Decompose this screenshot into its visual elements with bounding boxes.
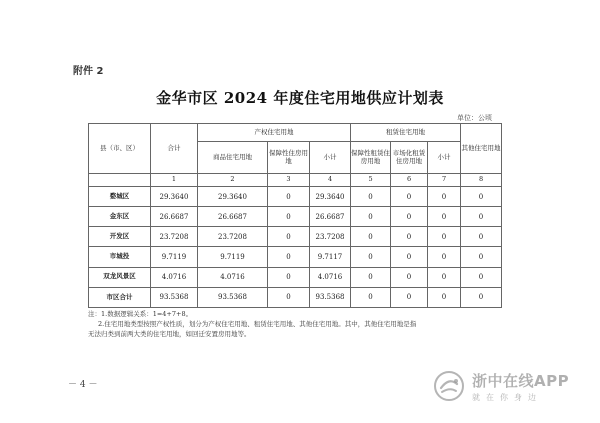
cell-commercial: 9.7119 xyxy=(198,247,268,267)
cell-affordable-property: 0 xyxy=(268,207,310,227)
cell-total: 4.0716 xyxy=(151,267,198,287)
cell-rental-subtotal: 0 xyxy=(428,247,461,267)
index-cell: 3 xyxy=(268,174,310,187)
header-affordable-property: 保障性住房用地 xyxy=(268,142,310,174)
cell-market-rental: 0 xyxy=(391,287,428,307)
zhezhong-logo-icon xyxy=(432,369,466,403)
watermark-subtitle: 就在你身边 xyxy=(472,392,542,402)
row-name: 市区合计 xyxy=(89,287,151,307)
cell-market-rental: 0 xyxy=(391,267,428,287)
index-cell: 8 xyxy=(461,174,502,187)
cell-affordable-property: 0 xyxy=(268,247,310,267)
attachment-label: 附件 2 xyxy=(73,66,104,77)
table-row xyxy=(89,187,502,207)
cell-property-subtotal: 9.7117 xyxy=(310,247,351,267)
table-notes xyxy=(88,309,518,339)
cell-market-rental: 0 xyxy=(391,227,428,247)
cell-rental-subtotal: 0 xyxy=(428,267,461,287)
table-row xyxy=(89,247,502,267)
page-number: － 4 － xyxy=(68,380,98,390)
header-affordable-rental: 保障性租赁住房用地 xyxy=(351,142,391,174)
row-name: 市城投 xyxy=(89,247,151,267)
cell-affordable-rental: 0 xyxy=(351,267,391,287)
cell-other: 0 xyxy=(461,187,502,207)
row-name: 开发区 xyxy=(89,227,151,247)
cell-commercial: 93.5368 xyxy=(198,287,268,307)
index-cell: 2 xyxy=(198,174,268,187)
note-line-3: 无法归类到前两大类的住宅用地，如回迁安置房用地等。 xyxy=(88,330,251,338)
table-row xyxy=(89,267,502,287)
watermark-title: 浙中在线APP xyxy=(472,371,570,390)
cell-affordable-property: 0 xyxy=(268,187,310,207)
cell-total: 23.7208 xyxy=(151,227,198,247)
cell-total: 29.3640 xyxy=(151,187,198,207)
index-cell: 5 xyxy=(351,174,391,187)
index-cell: 1 xyxy=(151,174,198,187)
index-cell xyxy=(89,174,151,187)
header-commercial: 商品住宅用地 xyxy=(198,142,268,174)
row-name: 金东区 xyxy=(89,207,151,227)
cell-affordable-rental: 0 xyxy=(351,187,391,207)
unit-label: 单位：公顷 xyxy=(457,114,492,122)
table-row xyxy=(89,227,502,247)
cell-other: 0 xyxy=(461,267,502,287)
cell-other: 0 xyxy=(461,227,502,247)
header-market-rental: 市场化租赁住房用地 xyxy=(391,142,428,174)
cell-other: 0 xyxy=(461,287,502,307)
row-name: 婺城区 xyxy=(89,187,151,207)
cell-property-subtotal: 23.7208 xyxy=(310,227,351,247)
cell-property-subtotal: 93.5368 xyxy=(310,287,351,307)
cell-affordable-property: 0 xyxy=(268,287,310,307)
cell-property-subtotal: 29.3640 xyxy=(310,187,351,207)
page-title: 金华市区 2024 年度住宅用地供应计划表 xyxy=(156,89,444,107)
cell-total: 26.6687 xyxy=(151,207,198,227)
cell-rental-subtotal: 0 xyxy=(428,287,461,307)
cell-other: 0 xyxy=(461,247,502,267)
index-row xyxy=(89,174,502,187)
table-row xyxy=(89,207,502,227)
cell-affordable-rental: 0 xyxy=(351,287,391,307)
note-line-1: 注：1.数据逻辑关系：1=4+7+8。 xyxy=(88,310,193,318)
cell-total: 9.7119 xyxy=(151,247,198,267)
cell-commercial: 29.3640 xyxy=(198,187,268,207)
cell-affordable-property: 0 xyxy=(268,227,310,247)
cell-other: 0 xyxy=(461,207,502,227)
header-total: 合计 xyxy=(151,124,198,174)
header-property-subtotal: 小计 xyxy=(310,142,351,174)
header-other: 其他住宅用地 xyxy=(461,124,502,174)
row-name: 双龙风景区 xyxy=(89,267,151,287)
cell-affordable-rental: 0 xyxy=(351,207,391,227)
index-cell: 7 xyxy=(428,174,461,187)
cell-market-rental: 0 xyxy=(391,187,428,207)
index-cell: 6 xyxy=(391,174,428,187)
cell-commercial: 4.0716 xyxy=(198,267,268,287)
cell-affordable-property: 0 xyxy=(268,267,310,287)
header-county: 县（市、区） xyxy=(89,124,151,174)
cell-market-rental: 0 xyxy=(391,207,428,227)
cell-commercial: 23.7208 xyxy=(198,227,268,247)
cell-rental-subtotal: 0 xyxy=(428,187,461,207)
cell-rental-subtotal: 0 xyxy=(428,207,461,227)
cell-rental-subtotal: 0 xyxy=(428,227,461,247)
app-watermark xyxy=(432,366,592,406)
header-rental-subtotal: 小计 xyxy=(428,142,461,174)
cell-commercial: 26.6687 xyxy=(198,207,268,227)
cell-affordable-rental: 0 xyxy=(351,227,391,247)
table-row-total xyxy=(89,287,502,307)
cell-affordable-rental: 0 xyxy=(351,247,391,267)
cell-market-rental: 0 xyxy=(391,247,428,267)
index-cell: 4 xyxy=(310,174,351,187)
header-rental-group: 租赁住宅用地 xyxy=(351,124,461,142)
cell-total: 93.5368 xyxy=(151,287,198,307)
cell-property-subtotal: 4.0716 xyxy=(310,267,351,287)
header-property-group: 产权住宅用地 xyxy=(198,124,351,142)
note-line-2: 2.住宅用地类型按照产权性质，划分为产权住宅用地、租赁住宅用地、其他住宅用地。其中，其他住宅用地是指 xyxy=(98,320,417,328)
supply-plan-table xyxy=(88,123,502,308)
cell-property-subtotal: 26.6687 xyxy=(310,207,351,227)
